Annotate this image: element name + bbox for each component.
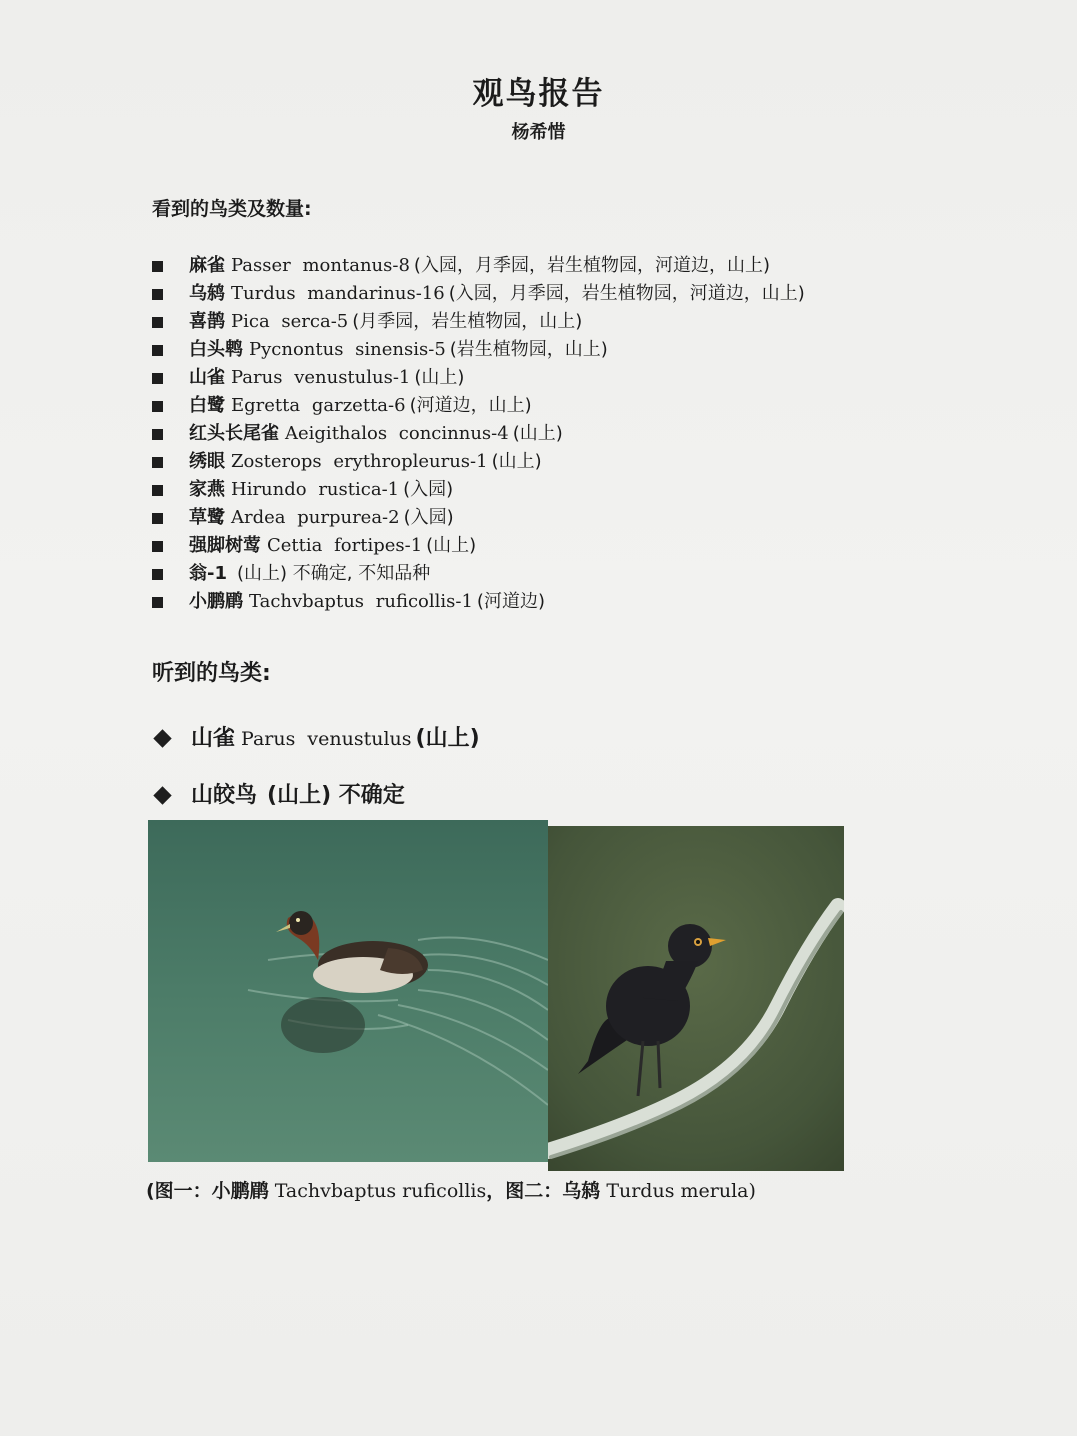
- grebe-photo: [148, 820, 548, 1162]
- square-bullet-icon: [152, 401, 163, 412]
- bird-latin-name: Hirundo rustica-1: [231, 479, 400, 500]
- list-item: [152, 280, 805, 308]
- list-item: [152, 336, 805, 364]
- caption-latin1: Tachvbaptus ruficollis: [274, 1180, 487, 1202]
- bird-cn-name: 强脚树莺: [189, 535, 261, 556]
- square-bullet-icon: [152, 317, 163, 328]
- square-bullet-icon: [152, 345, 163, 356]
- bird-cn-name: 山皎鸟: [191, 782, 258, 808]
- list-item: [152, 420, 805, 448]
- bird-cn-name: 乌鸫: [189, 283, 225, 304]
- bird-cn-name: 红头长尾雀: [189, 423, 279, 444]
- caption-part1: (图一：小鹏鹛: [146, 1180, 269, 1202]
- bird-location: (河道边): [476, 591, 545, 612]
- bird-latin-name: Aeigithalos concinnus-4: [285, 423, 509, 444]
- bird-latin-name: Turdus mandarinus-16: [231, 283, 445, 304]
- caption-latin2: Turdus merula: [606, 1180, 749, 1202]
- bird-location: (岩生植物园，山上): [449, 339, 608, 360]
- bird-location: (山上): [512, 423, 563, 444]
- report-title: 观鸟报告: [472, 76, 605, 112]
- bird-cn-name: 喜鹊: [189, 311, 225, 332]
- seen-birds-list: [152, 252, 805, 616]
- list-item: [152, 364, 805, 392]
- square-bullet-icon: [152, 485, 163, 496]
- bird-latin-name: Pycnontus sinensis-5: [249, 339, 446, 360]
- square-bullet-icon: [152, 597, 163, 608]
- square-bullet-icon: [152, 541, 163, 552]
- square-bullet-icon: [152, 429, 163, 440]
- bird-cn-name: 白头鹎: [189, 339, 243, 360]
- heard-birds-heading: 听到的鸟类:: [152, 661, 271, 686]
- bird-latin-name: Parus venustulus-1: [231, 367, 411, 388]
- bird-location: (入园，月季园，岩生植物园，河道边，山上): [413, 255, 770, 276]
- bird-cn-name: 绣眼: [189, 451, 225, 472]
- bird-latin-name: Tachvbaptus ruficollis-1: [249, 591, 473, 612]
- report-author: 杨希惜: [511, 122, 566, 143]
- bird-latin-name: Pica serca-5: [231, 311, 349, 332]
- heard-birds-list: [152, 710, 480, 824]
- bird-location: (河道边，山上): [409, 395, 532, 416]
- bird-location: (山上) 不确定, 不知品种: [237, 563, 431, 584]
- bird-location: (山上): [426, 535, 477, 556]
- bird-latin-name: Zosterops erythropleurus-1: [231, 451, 488, 472]
- list-item: [152, 308, 805, 336]
- blackbird-photo: [548, 826, 844, 1171]
- list-item: [152, 392, 805, 420]
- bird-latin-name: Ardea purpurea-2: [231, 507, 400, 528]
- bird-latin-name: Cettia fortipes-1: [267, 535, 423, 556]
- list-item: [152, 252, 805, 280]
- list-item: [152, 588, 805, 616]
- bird-cn-name: 小鹏鹛: [189, 591, 243, 612]
- list-item: [152, 476, 805, 504]
- bird-latin-name: Egretta garzetta-6: [231, 395, 406, 416]
- list-item: [152, 560, 805, 588]
- bird-cn-name: 麻雀: [189, 255, 225, 276]
- caption-part3: ): [748, 1180, 756, 1202]
- diamond-bullet-icon: [153, 786, 171, 804]
- bird-cn-name: 翁-1: [189, 563, 227, 584]
- bird-location: (山上): [415, 725, 480, 751]
- bird-location: (入园): [403, 479, 454, 500]
- square-bullet-icon: [152, 289, 163, 300]
- bird-cn-name: 草鹭: [189, 507, 225, 528]
- square-bullet-icon: [152, 373, 163, 384]
- bird-latin-name: Passer montanus-8: [231, 255, 410, 276]
- square-bullet-icon: [152, 457, 163, 468]
- list-item: [152, 448, 805, 476]
- diamond-bullet-icon: [153, 729, 171, 747]
- bird-location: (山上): [491, 451, 542, 472]
- bird-latin-name: Parus venustulus: [241, 727, 412, 750]
- bird-cn-name: 家燕: [189, 479, 225, 500]
- figure-caption: [146, 1176, 756, 1203]
- bird-cn-name: 白鹭: [189, 395, 225, 416]
- bird-location: (入园，月季园，岩生植物园，河道边，山上): [448, 283, 805, 304]
- bird-location: (月季园，岩生植物园，山上): [352, 311, 583, 332]
- list-item: [152, 504, 805, 532]
- bird-cn-name: 山雀: [189, 367, 225, 388]
- square-bullet-icon: [152, 261, 163, 272]
- list-item: [152, 710, 480, 767]
- square-bullet-icon: [152, 569, 163, 580]
- list-item: [152, 532, 805, 560]
- bird-location: (山上) 不确定: [267, 782, 405, 808]
- bird-location: (山上): [414, 367, 465, 388]
- bird-location: (入园): [403, 507, 454, 528]
- bird-cn-name: 山雀: [191, 725, 236, 751]
- caption-part2: ，图二：乌鸫: [486, 1180, 601, 1202]
- seen-birds-heading: 看到的鸟类及数量:: [152, 198, 312, 220]
- square-bullet-icon: [152, 513, 163, 524]
- list-item: [152, 767, 480, 824]
